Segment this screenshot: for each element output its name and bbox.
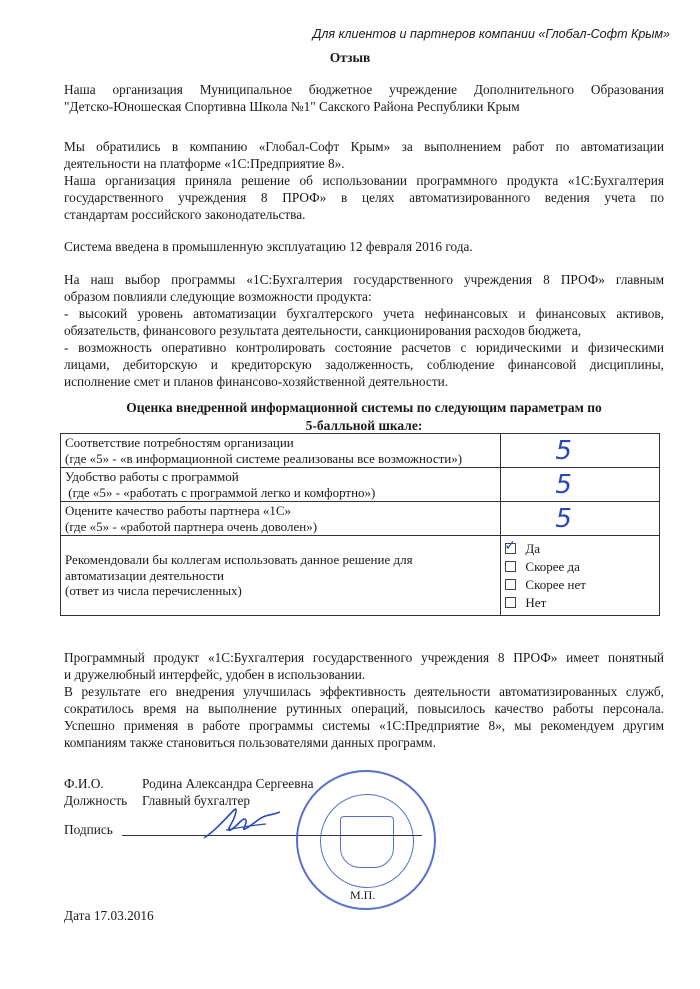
signature-label: Подпись	[64, 822, 113, 837]
fio-label: Ф.И.О.	[64, 776, 104, 791]
text-line: 5-балльной шкале:	[305, 418, 423, 433]
text-line: лицами, дебиторскую и кредиторскую задолженность, соблюдение финансовой дисциплины,	[64, 357, 664, 372]
text-line: Мы обратились в компанию «Глобал-Софт Крым» за выполнением работ по автоматизации	[64, 139, 664, 154]
text-line: В результате его внедрения улучшилась эффективность деятельности автоматизированных служб,	[64, 684, 664, 699]
option-label: Скорее да	[525, 558, 580, 574]
question-note: (ответ из числа перечисленных)	[65, 583, 242, 599]
text-line: - возможность оперативно контролировать состояние расчетов с юридическими и физическими	[64, 340, 664, 355]
score-cell	[501, 434, 660, 468]
seal-emblem-icon	[340, 816, 394, 868]
text-line: обязательств, финансового результата деятельности, санкционирования расходов бюджета,	[64, 323, 582, 338]
option-yes[interactable]	[505, 540, 655, 558]
text-line: Успешно применяя в работе программы системы «1С:Предприятие 8», мы рекомендуем другим	[64, 718, 664, 733]
text-line: компаниям также становиться пользователями данных программ.	[64, 735, 436, 750]
option-label: Да	[525, 540, 541, 556]
text-line: Программный продукт «1С:Бухгалтерия государственного учреждения 8 ПРОФ» имеет понятный	[64, 650, 664, 665]
text-line: "Детско-Юношеская Спортивна Школа №1" Сакского Района Республики Крым	[64, 99, 520, 114]
option-rather-no[interactable]	[505, 576, 655, 594]
question-text: Соответствие потребностям организации	[65, 435, 294, 450]
question-text: Оцените качество работы партнера «1С»	[65, 503, 292, 518]
header-note: Для клиентов и партнеров компании «Глобал-Софт Крым»	[312, 27, 670, 41]
text-line: Наша организация приняла решение об использовании программного продукта «1С:Бухгалтерия	[64, 173, 664, 188]
text-line: сократилось время на выполнение рутинных операций, повысилось качество работы персонала.	[64, 701, 664, 716]
question-note: (где «5» - «работой партнера очень доволен»)	[65, 518, 318, 534]
text-line: Оценка внедренной информационной системы по следующим параметрам по	[126, 400, 602, 415]
fio-value: Родина Александра Сергеевна	[142, 776, 314, 791]
handwritten-score: 5	[555, 435, 572, 466]
option-label: Скорее нет	[525, 576, 586, 592]
position-label: Должность	[64, 793, 128, 808]
question-text: автоматизации деятельности	[65, 567, 225, 583]
handwritten-score: 5	[555, 469, 572, 500]
position-value: Главный бухгалтер	[142, 793, 251, 808]
option-no[interactable]	[505, 594, 655, 612]
question-cell	[61, 502, 501, 536]
question-cell	[61, 536, 501, 616]
score-cell	[501, 502, 660, 536]
text-line: На наш выбор программы «1С:Бухгалтерия государственного учреждения 8 ПРОФ» главным	[64, 272, 664, 287]
option-label: Нет	[525, 594, 547, 610]
text-line: деятельности на платформе «1С:Предприятие 8».	[64, 156, 345, 171]
table-row	[61, 536, 660, 616]
question-cell	[61, 468, 501, 502]
text-line: - высокий уровень автоматизации бухгалтерского учета нефинансовых и финансовых активов,	[64, 306, 664, 321]
checkbox[interactable]	[505, 579, 516, 590]
text-line: Наша организация Муниципальное бюджетное учреждение Дополнительного Образования	[64, 82, 664, 97]
table-row	[61, 502, 660, 536]
text-line: исполнение смет и планов финансово-хозяйственной деятельности.	[64, 374, 449, 389]
conclusion-paragraph	[64, 649, 664, 751]
launch-paragraph: Система введена в промышленную эксплуатацию 12 февраля 2016 года.	[64, 239, 473, 254]
question-note: (где «5» - «в информационной системе реализованы все возможности»)	[65, 450, 463, 466]
text-line: образом повлияли следующие возможности продукта:	[64, 289, 372, 304]
question-text: Удобство работы с программой	[65, 469, 239, 484]
text-line: и дружелюбный интерфейс, удобен в использовании.	[64, 667, 366, 682]
evaluation-table	[60, 433, 660, 616]
question-note: (где «5» - «работать с программой легко и комфортно»)	[65, 484, 376, 500]
evaluation-title	[64, 399, 664, 435]
checkbox-checked[interactable]	[504, 538, 517, 554]
checkbox[interactable]	[505, 561, 516, 572]
text-line: стандартам российского законодательства.	[64, 207, 306, 222]
handwritten-score: 5	[555, 503, 572, 534]
option-rather-yes[interactable]	[505, 558, 655, 576]
organization-paragraph	[64, 81, 664, 115]
request-paragraph	[64, 138, 664, 223]
checkbox[interactable]	[505, 597, 516, 608]
text-line: государственного учреждения 8 ПРОФ» в целях автоматизированного ведения учета по	[64, 190, 664, 205]
signature-icon	[196, 800, 286, 850]
choice-paragraph	[64, 271, 664, 390]
question-text: Рекомендовали бы коллегам использовать данное решение для	[65, 552, 413, 568]
options-cell	[501, 536, 660, 616]
question-cell	[61, 434, 501, 468]
table-row	[61, 468, 660, 502]
table-row	[61, 434, 660, 468]
document-date: Дата 17.03.2016	[64, 908, 154, 923]
check-mark-icon: ✓	[504, 538, 517, 554]
score-cell	[501, 468, 660, 502]
document-title: Отзыв	[329, 50, 371, 65]
stamp-place-label: М.П.	[350, 888, 376, 902]
